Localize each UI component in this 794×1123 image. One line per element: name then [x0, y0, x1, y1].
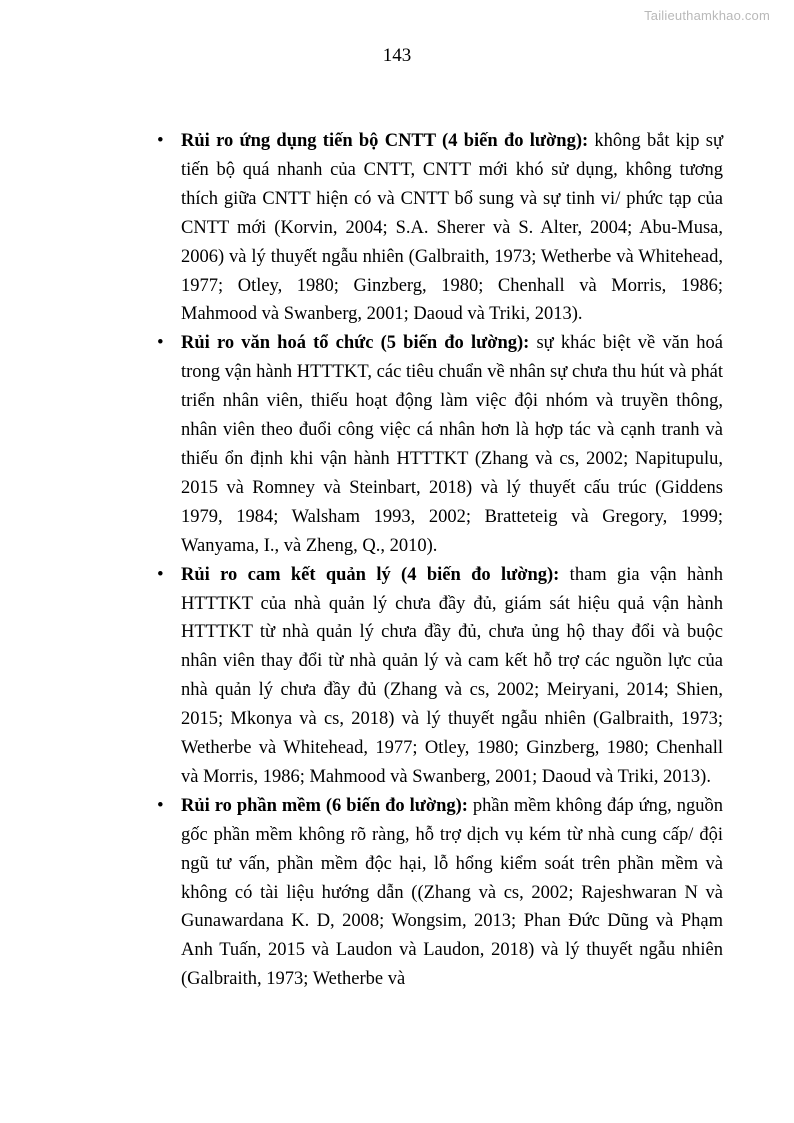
bullet-point-icon: • [157, 332, 164, 354]
page-number: 143 [382, 45, 412, 66]
bullet-point-icon: • [157, 794, 164, 816]
paragraph [181, 792, 723, 994]
list-item [155, 561, 723, 792]
list-item [155, 329, 723, 560]
bullet-body-text: phần mềm không đáp ứng, nguồn gốc phần mềm không rõ ràng, hỗ trợ dịch vụ kém từ nhà cung cấp/ đội ngũ tư vấn, phần mềm độc hại, lỗ hổng kiểm soát trên phần mềm và không có tài liệu hướng dẫn ((Zhang và cs, 2002; Rajeshwaran N và Gunawardana K. D, 2008; Wongsim, 2013; Phan Đức Dũng và Phạm Anh Tuấn, 2015 và Laudon và Laudon, 2018) và lý thuyết ngẫu nhiên (Galbraith, 1973; Wetherbe và [181, 795, 723, 990]
paragraph [181, 127, 723, 329]
bullet-body-text: không bắt kịp sự tiến bộ quá nhanh của CNTT, CNTT mới khó sử dụng, không tương thích giữa CNTT hiện có và CNTT bổ sung và sự tinh vi/ phức tạp của CNTT mới (Korvin, 2004; S.A. Sherer và S. Alter, 2004; Abu-Musa, 2006) và lý thuyết ngẫu nhiên (Galbraith, 1973; Wetherbe và Whitehead, 1977; Otley, 1980; Ginzberg, 1980; Chenhall và Morris, 1986; Mahmood và Swanberg, 2001; Daoud và Triki, 2013). [181, 131, 723, 325]
bullet-point-icon: • [157, 130, 164, 151]
watermark-text: Tailieuthamkhao.com [644, 8, 770, 23]
paragraph [181, 561, 723, 792]
bullet-lead-label: Rủi ro ứng dụng tiến bộ CNTT (4 biến đo lường): [181, 131, 589, 151]
bullet-point-icon: • [157, 563, 164, 585]
list-item [155, 127, 723, 329]
risk-bullet-list [155, 127, 723, 994]
list-item [155, 792, 723, 994]
page-body [155, 127, 723, 994]
bullet-body-text: tham gia vận hành HTTTKT của nhà quản lý chưa đầy đủ, giám sát hiệu quả vận hành HTTTKT từ nhà quản lý chưa đầy đủ, chưa ủng hộ thay đổi và buộc nhân viên thay đổi từ nhà quản lý và cam kết hỗ trợ các nguồn lực của nhà quản lý chưa đầy đủ (Zhang và cs, 2002; Meiryani, 2014; Shien, 2015; Mkonya và cs, 2018) và lý thuyết ngẫu nhiên (Galbraith, 1973; Wetherbe và Whitehead, 1977; Otley, 1980; Ginzberg, 1980; Chenhall và Morris, 1986; Mahmood và Swanberg, 2001; Daoud và Triki, 2013). [181, 564, 723, 787]
bullet-lead-label: Rủi ro văn hoá tổ chức (5 biến đo lường): [181, 333, 530, 354]
bullet-body-text: sự khác biệt về văn hoá trong vận hành HTTTKT, các tiêu chuẩn về nhân sự chưa thu hút và phát triển nhân viên, thiếu hoạt động làm việc đội nhóm và truyền thông, nhân viên theo đuổi công việc cá nhân hơn là hợp tác và cạnh tranh và thiếu ổn định khi vận hành HTTTKT (Zhang và cs, 2002; Napitupulu, 2015 và Romney và Steinbart, 2018) và lý thuyết cấu trúc (Giddens 1979, 1984; Walsham 1993, 2002; Bratteteig và Gregory, 1999; Wanyama, I., và Zheng, Q., 2010). [181, 333, 723, 556]
bullet-lead-label: Rủi ro cam kết quản lý (4 biến đo lường): [181, 564, 560, 585]
paragraph [181, 329, 723, 560]
bullet-lead-label: Rủi ro phần mềm (6 biến đo lường): [181, 795, 468, 816]
